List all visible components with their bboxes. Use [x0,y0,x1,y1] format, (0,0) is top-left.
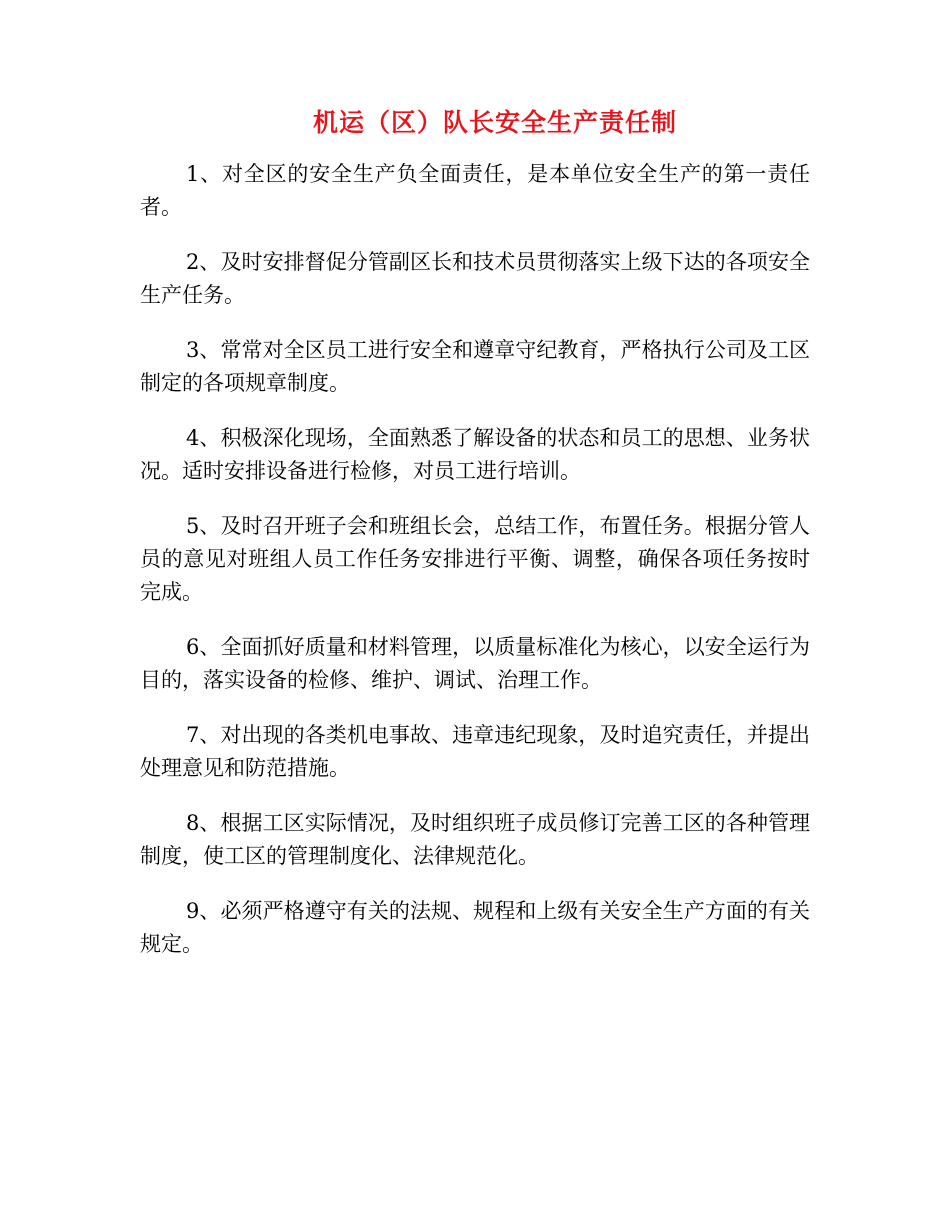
responsibility-item-5: 5、及时召开班子会和班组长会，总结工作，布置任务。根据分管人员的意见对班组人员工作任务安排进行平衡、调整，确保各项任务按时完成。 [140,514,810,604]
responsibility-item-3: 3、常常对全区员工进行安全和遵章守纪教育，严格执行公司及工区制定的各项规章制度。 [140,338,810,395]
responsibility-item-9: 9、必须严格遵守有关的法规、规程和上级有关安全生产方面的有关规定。 [140,899,810,956]
document-body [140,158,810,983]
responsibility-item-6: 6、全面抓好质量和材料管理，以质量标准化为核心，以安全运行为目的，落实设备的检修、维护、调试、治理工作。 [140,635,810,692]
responsibility-item-8: 8、根据工区实际情况，及时组织班子成员修订完善工区的各种管理制度，使工区的管理制度化、法律规范化。 [140,811,810,868]
responsibility-item-2: 2、及时安排督促分管副区长和技术员贯彻落实上级下达的各项安全生产任务。 [140,250,810,307]
responsibility-item-7: 7、对出现的各类机电事故、违章违纪现象，及时追究责任，并提出处理意见和防范措施。 [140,723,810,780]
document-title: 机运（区）队长安全生产责任制 [312,108,677,137]
responsibility-item-4: 4、积极深化现场，全面熟悉了解设备的状态和员工的思想、业务状况。适时安排设备进行检修，对员工进行培训。 [140,426,810,483]
responsibility-item-1: 1、对全区的安全生产负全面责任，是本单位安全生产的第一责任者。 [140,162,810,219]
